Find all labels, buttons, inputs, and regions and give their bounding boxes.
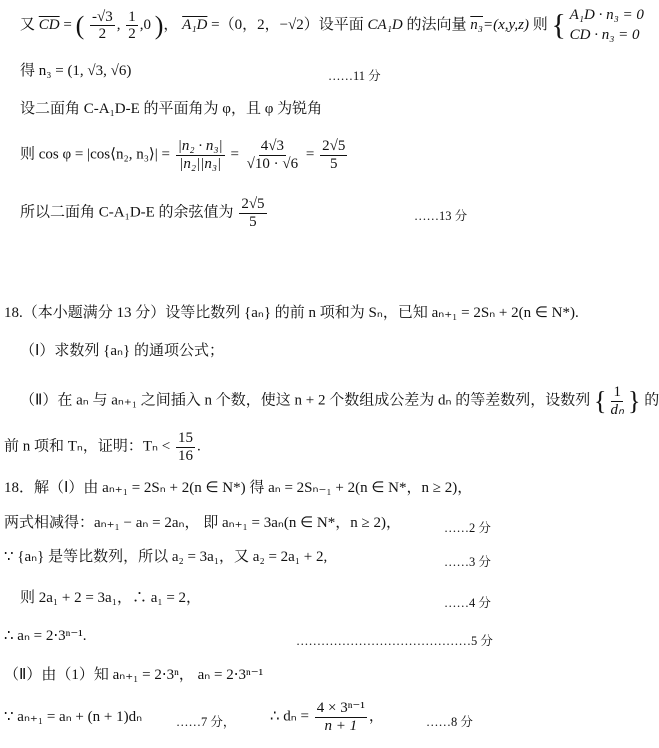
system-eq-1: A₁D · n₃ = 0 (569, 7, 644, 23)
frac-num: 4 × 3ⁿ⁻¹ (316, 700, 365, 716)
question-18-part2 (20, 384, 659, 418)
frac-minus-sqrt3-over-2 (90, 9, 115, 43)
frac-num: -√3 (92, 8, 113, 25)
text-ze: 则 (532, 16, 548, 33)
period: . (197, 438, 201, 455)
paren-open: ( (75, 10, 85, 40)
dihedral-angle-text: 设二面角 C-A₁D-E 的平面角为 φ，且 φ 为锐角 (20, 101, 323, 117)
brace-open: { (594, 386, 607, 416)
frac-den: 2 (98, 26, 107, 42)
frac-num: 15 (178, 430, 193, 446)
score-13: ……13 分 (414, 209, 468, 223)
n3-result: 得 n₃ = (1, √3, √6) (20, 63, 132, 79)
solution-2-text: 两式相减得：aₙ₊₁ − aₙ = 2aₙ， 即 aₙ₊₁ = 3aₙ(n ∈ N*，n ≥ 2)， (4, 515, 401, 531)
score-11: ……11 分 (328, 69, 381, 83)
frac-den: dₙ (610, 401, 624, 418)
dn-formula (270, 700, 384, 734)
question-18-text: 18.（本小题满分 13 分）设等比数列 {aₙ} 的前 n 项和为 Sₙ，已知 aₙ₊₁ = 2Sₙ + 2(n ∈ N*). (4, 305, 579, 321)
score-7: ……7 分， (176, 715, 236, 729)
frac-2sqrt5-over-5-final (239, 196, 266, 230)
frac-15-over-16 (176, 430, 195, 464)
solution-3-text: ∵ {aₙ} 是等比数列，所以 a₂ = 3a₁，又 a₂ = 2a₁ + 2, (4, 549, 328, 565)
frac-den: 5 (249, 213, 257, 230)
frac-den: 2 (128, 26, 136, 42)
cosine-value-text: 所以二面角 C-A₁D-E 的余弦值为 (20, 204, 234, 221)
frac-dot-over-norms (176, 138, 225, 172)
frac-num: 2√5 (322, 138, 346, 154)
solution-7-text: ∵ aₙ₊₁ = aₙ + (n + 1)dₙ (4, 709, 143, 725)
part2-text: （Ⅱ）在 aₙ 与 aₙ₊₁ 之间插入 n 个数，使这 n + 2 个数组成公差为 dₙ 的等差数列，设数列 (20, 392, 591, 409)
comma: ， (368, 708, 384, 725)
score-2: ……2 分 (444, 521, 491, 535)
frac-den: 16 (178, 447, 193, 464)
solution-1-text: 18．解（Ⅰ）由 aₙ₊₁ = 2Sₙ + 2(n ∈ N*) 得 aₙ = 2Sₙ₋₁ + 2(n ∈ N*，n ≥ 2)， (4, 480, 473, 496)
score-4: ……4 分 (444, 596, 491, 610)
line-n3-result (20, 62, 131, 80)
brace: { (551, 8, 566, 42)
frac-num: 1 (128, 8, 136, 25)
part2-de: 的 (644, 392, 659, 409)
cos-phi-expr: 则 cos φ = |cos⟨n₂, n₃⟩| = (20, 146, 170, 163)
question-18-part2-cont (4, 430, 201, 464)
score-5: ……………………………………5 分 (296, 634, 493, 648)
question-18-stem (4, 304, 579, 322)
vector-a1d-value: =（0，2，−√2）设平面 (211, 16, 364, 33)
line-cosine-value (20, 196, 269, 230)
text-you: 又 (20, 16, 36, 33)
frac-num: |n₂ · n₃| (177, 138, 223, 154)
solution-line-7 (4, 708, 142, 726)
solution-5-text: ∴ aₙ = 2⋅3ⁿ⁻¹. (4, 628, 87, 644)
line-cos-phi (20, 138, 349, 172)
zero: 0 (143, 16, 151, 33)
frac-one-half (126, 9, 138, 43)
score-3: ……3 分 (444, 555, 491, 569)
vector-a1d: A₁D (182, 16, 208, 33)
line-dihedral-angle (20, 100, 322, 118)
part1-text: （Ⅰ）求数列 {aₙ} 的通项公式； (20, 343, 224, 359)
prove-text: 前 n 项和 Tₙ，证明：Tₙ < (4, 438, 171, 455)
xyz: =(x,y,z) (483, 16, 529, 33)
frac-den: |n₂||n₃| (179, 155, 222, 172)
solution-line-4 (20, 589, 201, 607)
frac-num: 4√3 (260, 138, 284, 154)
frac-1-over-dn (608, 384, 625, 418)
equation-system (570, 6, 644, 45)
solution-line-2 (4, 514, 401, 532)
frac-den: √10 · √6 (246, 155, 299, 172)
question-18-part1 (20, 342, 224, 360)
system-eq-2: CD · n₃ = 0 (569, 26, 640, 43)
frac-num: 1 (613, 384, 621, 400)
equals: = (305, 146, 315, 163)
line-cd-vector: 又 $\overline{CD}$ = ( $\frac{-√3}{2}$ , $\frac{1}{2}$ ,0 )， A₁D =（0，2，−√2）设平面 CA₁D 的法向量 n₃=(x,y,z) 则 { A₁D · n₃ = 0 CD · n₃ = 0 (20, 6, 644, 45)
equals: = (230, 146, 239, 163)
solution-line-1 (4, 479, 472, 497)
equals: = (63, 16, 72, 33)
solution-6-text: （Ⅱ）由（1）知 aₙ₊₁ = 2⋅3ⁿ， aₙ = 2⋅3ⁿ⁻¹ (4, 667, 264, 683)
frac-2sqrt5-over-5 (320, 138, 347, 172)
frac-num: 2√5 (241, 196, 265, 212)
normal-vector-text: 的法向量 (406, 16, 467, 33)
solution-line-3 (4, 548, 327, 566)
brace-close: } (627, 386, 641, 416)
frac-den: n + 1 (324, 717, 358, 734)
frac-den: 5 (329, 155, 338, 172)
vector-n3: n₃ (470, 16, 483, 33)
paren-close: ) (154, 10, 164, 40)
solution-4-text: 则 2a₁ + 2 = 3a₁，∴ a₁ = 2， (20, 590, 202, 606)
solution-line-5 (4, 627, 87, 645)
score-8: ……8 分 (426, 715, 473, 729)
solution-line-6 (4, 666, 263, 684)
dn-label: ∴ dₙ = (270, 708, 309, 725)
frac-4sqrt3 (245, 138, 300, 172)
frac-dn (315, 700, 367, 734)
vector-cd: $\overline{CD}$ (38, 16, 60, 33)
plane-ca1d: CA₁D (367, 16, 403, 33)
